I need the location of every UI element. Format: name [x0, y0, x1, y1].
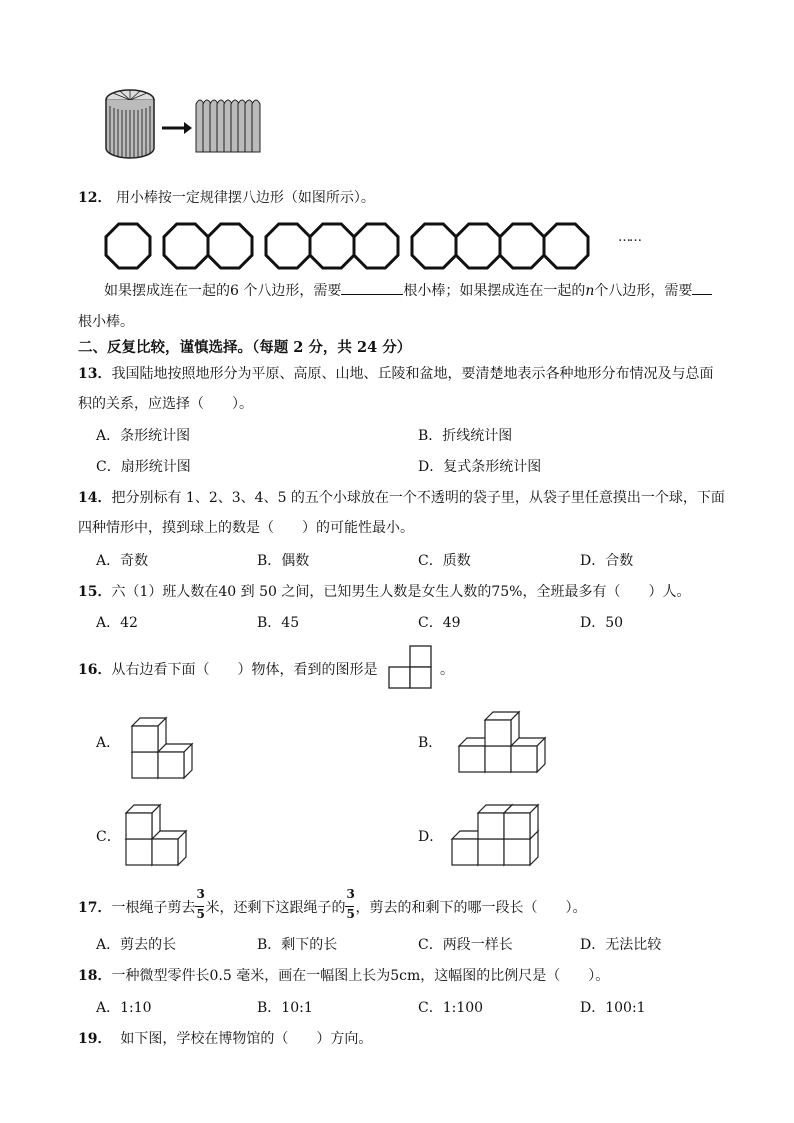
question-12-blank-line	[104, 280, 712, 301]
octagon	[456, 224, 500, 268]
option-17-b[interactable]: B．剩下的长	[257, 937, 338, 953]
cube	[158, 744, 192, 778]
option-14-b[interactable]: B．偶数	[257, 553, 310, 569]
question-line: 如下图，学校在博物馆的（ ）方向。	[120, 1031, 373, 1047]
option-16-b[interactable]: B．	[418, 735, 443, 751]
cube-figure-c	[122, 797, 212, 869]
option-16-c[interactable]: C．	[96, 829, 121, 845]
octagon	[208, 224, 252, 268]
option-14-d[interactable]: D．合数	[580, 553, 634, 569]
text: ，剪去的和剩下的哪一段长（ ）。	[355, 900, 587, 916]
octagon-pattern-figure	[104, 220, 644, 274]
option-14-a[interactable]: A．奇数	[96, 553, 149, 569]
question-14	[78, 488, 725, 508]
fraction-3-5-meters	[195, 887, 205, 921]
cube-figure-b	[455, 706, 565, 776]
cube	[132, 718, 166, 752]
cube	[485, 712, 519, 746]
octagon	[310, 224, 354, 268]
question-number: 17．	[78, 900, 112, 916]
question-line: 从右边看下面（ ）物体，看到的图形是	[111, 662, 378, 678]
question-12-line2: 根小棒。	[78, 314, 134, 330]
numerator: 3	[346, 887, 355, 901]
question-14-line2: 四种情形中，摸到球上的数是（ ）的可能性最小。	[78, 520, 414, 536]
cube-figure-a	[128, 712, 218, 782]
option-15-a[interactable]: A．42	[96, 615, 138, 631]
question-number: 14．	[78, 490, 112, 506]
octagon	[266, 224, 310, 268]
question-number: 16．	[78, 662, 112, 678]
option-14-c[interactable]: C．质数	[418, 553, 471, 569]
option-15-c[interactable]: C．49	[418, 615, 461, 631]
question-16-end: 。	[440, 662, 454, 678]
variable-n: n	[585, 283, 595, 299]
question-stem: 用小棒按一定规律摆八边形（如图所示）。	[115, 190, 375, 206]
option-18-c[interactable]: C．1:100	[418, 1000, 484, 1016]
cube	[152, 831, 186, 865]
question-13	[78, 364, 713, 384]
octagon	[106, 224, 150, 268]
question-18	[78, 966, 609, 986]
question-15	[78, 582, 691, 602]
answer-blank-2[interactable]	[692, 280, 712, 295]
answer-blank-1[interactable]	[341, 280, 403, 295]
option-15-b[interactable]: B．45	[257, 615, 300, 631]
cube	[504, 805, 538, 839]
question-line: 六（1）班人数在40 到 50 之间，已知男生人数是女生人数的75%，全班最多有（ ）人。	[111, 584, 691, 600]
question-number: 19．	[78, 1031, 112, 1047]
octagon	[164, 224, 208, 268]
text: 个八边形，需要	[594, 283, 693, 299]
text: 一根绳子剪去	[111, 900, 196, 916]
text: 如果摆成连在一起的6 个八边形，需要	[104, 283, 342, 299]
fraction-3-5-rest	[345, 887, 355, 921]
option-17-c[interactable]: C．两段一样长	[418, 937, 513, 953]
denominator: 5	[346, 907, 355, 921]
question-12	[78, 188, 375, 208]
cube	[126, 805, 160, 839]
text: 米，还剩下这跟绳子的	[205, 900, 346, 916]
option-16-a[interactable]: A．	[96, 735, 121, 751]
question-number: 15．	[78, 584, 112, 600]
cylinder-to-strips-figure	[104, 86, 264, 162]
octagon	[354, 224, 398, 268]
question-line: 一种微型零件长0.5 毫米，画在一幅图上长为5cm，这幅图的比例尺是（ ）。	[111, 968, 610, 984]
option-15-d[interactable]: D．50	[580, 615, 624, 631]
option-18-d[interactable]: D．100:1	[580, 1000, 646, 1016]
option-17-a[interactable]: A．剪去的长	[96, 937, 177, 953]
question-number: 18．	[78, 968, 112, 984]
option-13-b[interactable]: B．折线统计图	[418, 428, 513, 444]
side-view-shape	[388, 645, 434, 689]
option-18-a[interactable]: A．1:10	[96, 1000, 152, 1016]
question-19	[78, 1029, 372, 1049]
numerator: 3	[196, 887, 205, 901]
option-16-d[interactable]: D．	[418, 829, 444, 845]
octagon	[500, 224, 544, 268]
octagon	[412, 224, 456, 268]
text: 根小棒；如果摆成连在一起的	[403, 283, 586, 299]
option-13-d[interactable]: D．复式条形统计图	[418, 459, 542, 475]
option-18-b[interactable]: B．10:1	[257, 1000, 313, 1016]
section-heading: 二、反复比较，谨慎选择。（每题 2 分，共 24 分）	[78, 339, 412, 356]
question-number: 13．	[78, 366, 112, 382]
continuation-dots: ……	[618, 230, 640, 245]
question-16	[78, 660, 377, 680]
question-17	[78, 887, 587, 921]
option-13-a[interactable]: A．条形统计图	[96, 428, 191, 444]
question-number: 12．	[78, 190, 112, 206]
denominator: 5	[196, 907, 205, 921]
question-line: 把分别标有 1、2、3、4、5 的五个小球放在一个不透明的袋子里，从袋子里任意摸出一个球，下面	[111, 490, 725, 506]
option-13-c[interactable]: C．扇形统计图	[96, 459, 191, 475]
option-17-d[interactable]: D．无法比较	[580, 937, 662, 953]
question-line: 我国陆地按照地形分为平原、高原、山地、丘陵和盆地，要清楚地表示各种地形分布情况及与总面	[111, 366, 714, 382]
cube	[511, 738, 545, 772]
cube-figure-d	[448, 797, 558, 869]
octagon	[544, 224, 588, 268]
question-13-line2: 积的关系，应选择（ ）。	[78, 396, 253, 412]
